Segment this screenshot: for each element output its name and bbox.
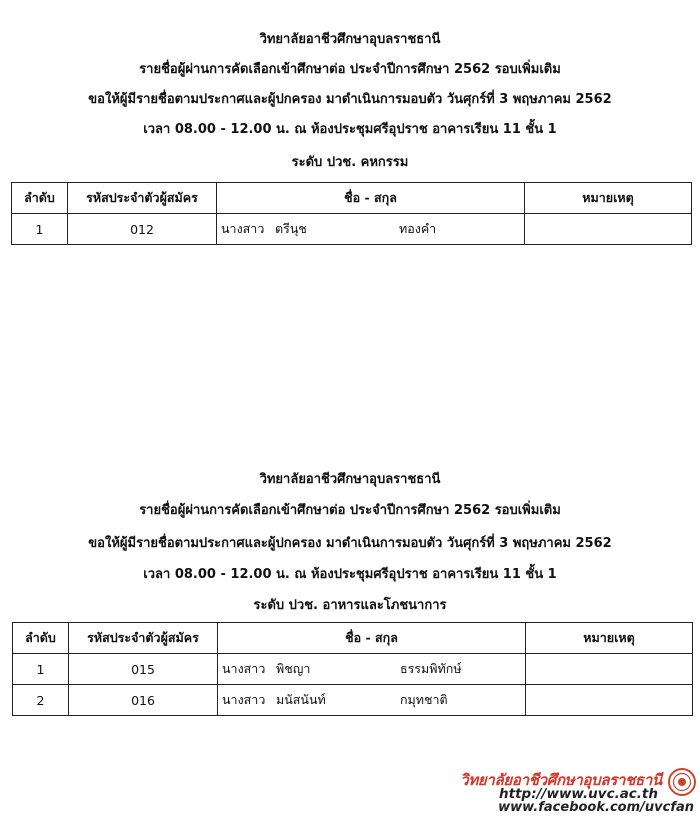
results-table xyxy=(12,622,693,716)
table-row xyxy=(12,214,692,245)
col-remark: หมายเหตุ xyxy=(525,183,692,214)
col-no: ลำดับ xyxy=(12,183,68,214)
col-remark: หมายเหตุ xyxy=(526,623,693,654)
row-remark xyxy=(525,214,692,245)
college-name: วิทยาลัยอาชีวศึกษาอุบลราชธานี xyxy=(259,32,441,47)
last-name: กมุทชาติ xyxy=(399,692,448,707)
col-no: ลำดับ xyxy=(13,623,69,654)
report-instruction: ขอให้ผู้มีรายชื่อตามประกาศและผู้ปกครอง มาดำเนินการมอบตัว วันศุกร์ที่ 3 พฤษภาคม 2562 xyxy=(88,92,612,107)
watermark-college-name: วิทยาลัยอาชีวศึกษาอุบลราชธานี xyxy=(460,771,662,789)
row-no: 2 xyxy=(13,685,69,716)
college-watermark xyxy=(430,766,700,819)
last-name: ทองคำ xyxy=(398,221,437,236)
row-no: 1 xyxy=(13,654,69,685)
col-name: ชื่อ - สกุล xyxy=(218,623,526,654)
results-table xyxy=(11,182,692,245)
table-header-row xyxy=(12,183,692,214)
report-instruction: ขอให้ผู้มีรายชื่อตามประกาศและผู้ปกครอง มาดำเนินการมอบตัว วันศุกร์ที่ 3 พฤษภาคม 2562 xyxy=(88,536,612,551)
announcement-title: รายชื่อผู้ผ่านการคัดเลือกเข้าศึกษาต่อ ประจำปีการศึกษา 2562 รอบเพิ่มเติม xyxy=(139,62,561,77)
row-code: 016 xyxy=(69,685,218,716)
college-seal-icon xyxy=(668,768,696,796)
row-name xyxy=(218,654,526,685)
level-program: ระดับ ปวช. อาหารและโภชนาการ xyxy=(253,598,447,613)
last-name: ธรรมพิทักษ์ xyxy=(399,661,462,676)
row-name xyxy=(218,685,526,716)
announcement-title: รายชื่อผู้ผ่านการคัดเลือกเข้าศึกษาต่อ ประจำปีการศึกษา 2562 รอบเพิ่มเติม xyxy=(139,503,561,518)
first-name: ตรีนุช xyxy=(274,221,307,236)
watermark-website[interactable]: http://www.uvc.ac.th xyxy=(499,786,658,802)
table-header-row xyxy=(13,623,693,654)
row-remark xyxy=(526,685,693,716)
row-name xyxy=(217,214,525,245)
first-name: มนัสนันท์ xyxy=(275,692,326,707)
name-title: นางสาว xyxy=(221,221,265,236)
row-no: 1 xyxy=(12,214,68,245)
table-row xyxy=(13,685,693,716)
row-remark xyxy=(526,654,693,685)
row-code: 012 xyxy=(68,214,217,245)
table-row xyxy=(13,654,693,685)
watermark-facebook[interactable]: www.facebook.com/uvcfan xyxy=(498,800,694,815)
time-location: เวลา 08.00 - 12.00 น. ณ ห้องประชุมศรีอุปราช อาคารเรียน 11 ชั้น 1 xyxy=(143,567,557,582)
col-code: รหัสประจำตัวผู้สมัคร xyxy=(68,183,217,214)
level-program: ระดับ ปวช. คหกรรม xyxy=(291,155,409,170)
time-location: เวลา 08.00 - 12.00 น. ณ ห้องประชุมศรีอุปราช อาคารเรียน 11 ชั้น 1 xyxy=(143,122,557,137)
row-code: 015 xyxy=(69,654,218,685)
name-title: นางสาว xyxy=(222,692,266,707)
col-code: รหัสประจำตัวผู้สมัคร xyxy=(69,623,218,654)
name-title: นางสาว xyxy=(222,661,266,676)
col-name: ชื่อ - สกุล xyxy=(217,183,525,214)
college-name: วิทยาลัยอาชีวศึกษาอุบลราชธานี xyxy=(259,472,441,487)
first-name: พิชญา xyxy=(275,661,311,676)
